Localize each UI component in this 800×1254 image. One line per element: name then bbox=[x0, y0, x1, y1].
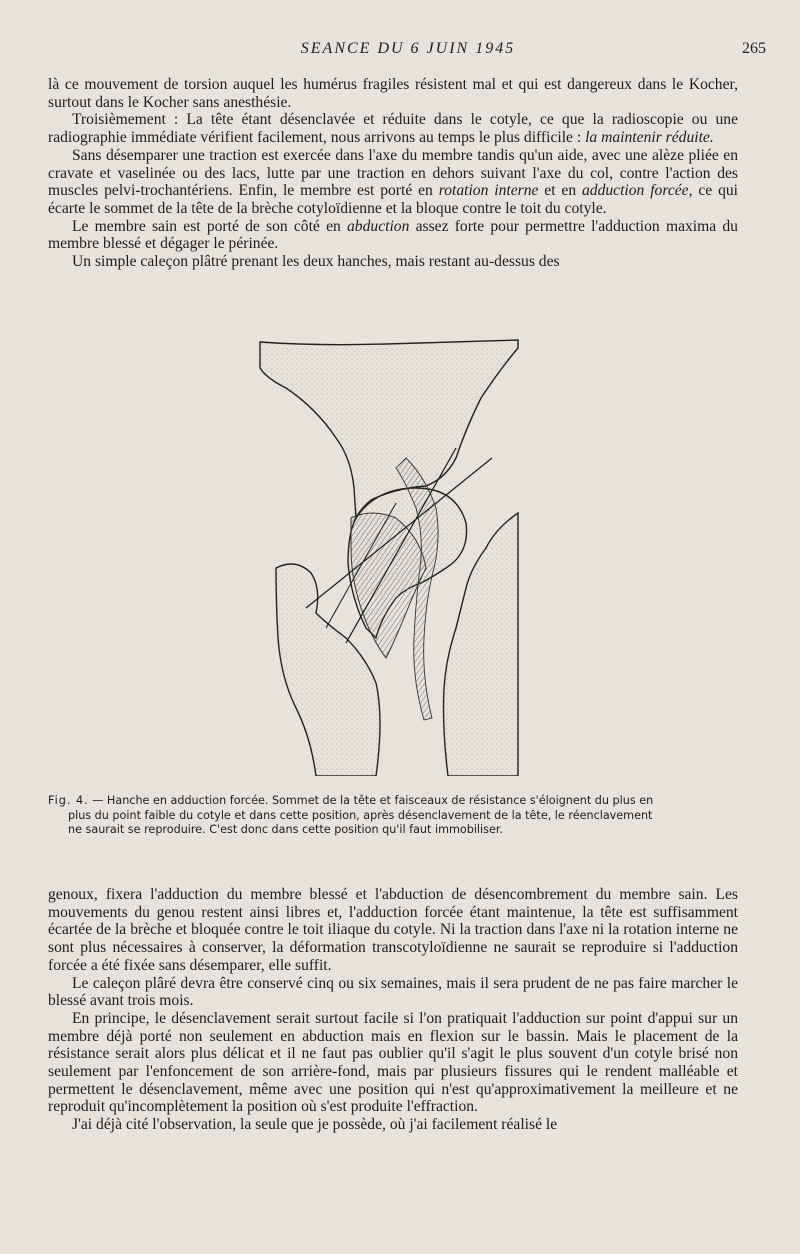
body-text-bottom bbox=[48, 886, 738, 1134]
page-header bbox=[50, 40, 766, 64]
paragraph-text: Sans désemparer une traction est exercée dans l'axe du membre tandis qu'un aide, avec une alèze pliée en cravate et vaselinée ou des lacs, lutte par une traction en dehors suivant l'axe du col, contre l'action des muscles pelvi-trochantériens. Enfin, le membre est porté en rotation interne et en adduction forcée, ce qui écarte le sommet de la tête de la brèche cotyloïdienne et la bloque contre le toit du cotyle. bbox=[48, 146, 739, 217]
paragraph: là ce mouvement de torsion auquel les humérus fragiles résistent mal et qui est dangereux dans le Kocher, surtout dans le Kocher sans anesthésie. bbox=[48, 76, 738, 111]
paragraph: En principe, le désenclavement serait surtout facile si l'on pratiquait l'adduction sur point d'appui sur un membre déjà porté non seulement en abduction mais en flexion sur le bassin. Mais le placement de la résistance serait alors plus délicat et il ne faut pas oublier qu'il s'agit le plus souvent d'un cotyle brisé non seulement par l'enfoncement de son arrière-fond, mais par plusieurs fissures qui le rendent malléable et permettent le désenclavement, même avec une position qui n'est qu'approximativement la meilleure et ne reproduit qu'incomplètement la position où s'est produite l'effraction. bbox=[48, 1009, 738, 1116]
hip-joint-illustration bbox=[256, 338, 528, 776]
paragraph: J'ai déjà cité l'observation, la seule que je possède, où j'ai facilement réalisé le bbox=[72, 1116, 558, 1134]
emphasis-text: abduction bbox=[347, 217, 410, 235]
paragraph bbox=[48, 218, 738, 253]
caption-line: — Hanche en adduction forcée. Sommet de la tête et faisceaux de résistance s'éloignent du plus en bbox=[92, 794, 654, 807]
paragraph-text: Troisièmement : La tête étant désenclavée et réduite dans le cotyle, ce que la radioscopie ou une radiographie immédiate vérifient facilement, nous arrivons au temps le plus difficile : la maintenir réduite. bbox=[48, 111, 738, 147]
ilium-shape bbox=[260, 340, 518, 518]
emphasis-text: adduction forcée bbox=[581, 182, 689, 200]
paragraph bbox=[48, 111, 738, 146]
paragraph bbox=[48, 147, 738, 218]
caption-line: ne saurait se reproduire. C'est donc dans cette position qu'il faut immobiliser. bbox=[68, 823, 503, 837]
paragraph-text: Le membre sain est porté de son côté en abduction assez forte pour permettre l'adduction maxima du membre blessé et dégager le périnée. bbox=[48, 217, 738, 253]
running-title: SEANCE DU 6 JUIN 1945 bbox=[300, 40, 516, 57]
hip-anatomy-drawing bbox=[256, 338, 528, 776]
figure-caption bbox=[48, 794, 748, 838]
emphasis-text: rotation interne bbox=[438, 182, 539, 200]
page-number: 265 bbox=[742, 40, 766, 57]
paragraph: genoux, fixera l'adduction du membre blessé et l'abduction de désencombrement du membre sain. Les mouvements du genou restent ainsi libres et, l'adduction forcée étant maintenue, la tête est suffisamment écartée de la brèche et bloquée contre le toit iliaque du cotyle. Ni la traction dans l'axe ni la rotation interne ne sont plus nécessaires à conserver, la déformation transcotyloïdienne ne saurait se reproduire si l'adduction forcée a été fixée sans désemparer, elle suffit. bbox=[48, 886, 738, 974]
paragraph: Un simple caleçon plâtré prenant les deux hanches, mais restant au-dessus des bbox=[72, 253, 560, 271]
caption-line: plus du point faible du cotyle et dans cette position, après désenclavement de la tête, le réenclavement bbox=[68, 808, 653, 822]
figure-label: Fig. 4. bbox=[48, 794, 89, 807]
paragraph: Le caleçon plâré devra être conservé cinq ou six semaines, mais il sera prudent de ne pas faire marcher le blessé avant trois mois. bbox=[48, 974, 738, 1010]
emphasis-text: la maintenir réduite. bbox=[585, 129, 714, 147]
body-text-top bbox=[48, 76, 738, 271]
